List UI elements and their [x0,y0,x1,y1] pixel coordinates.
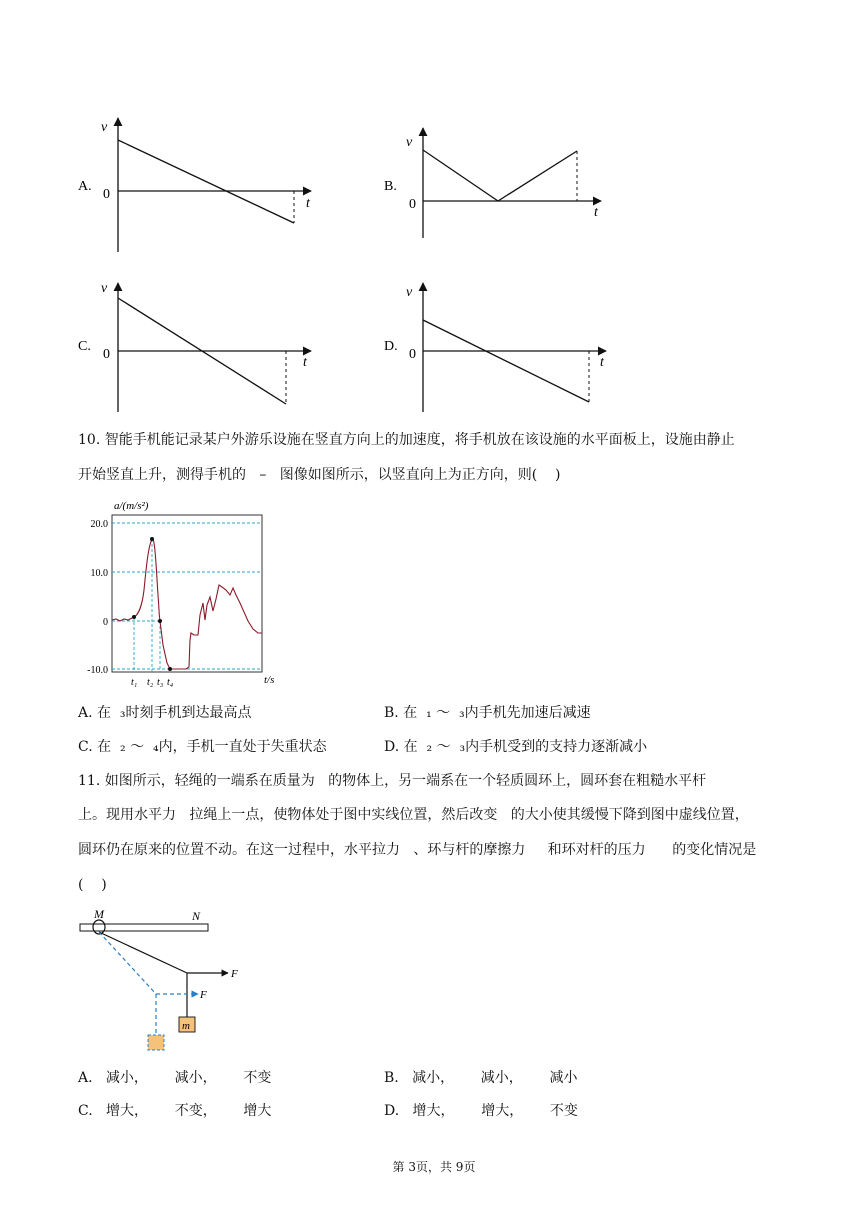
point-t3 [158,619,162,623]
chart-xlabel: t/s [264,674,275,686]
graph-c-origin: 0 [103,347,110,362]
horizontal-rod [80,924,208,931]
graph-a [118,118,311,252]
label-m: m [182,1020,190,1032]
graph-b [423,128,601,238]
graph-a-line [118,140,294,223]
q10-option-d[interactable]: D. 在 ₂ ～ ₃内手机受到的支持力逐渐减小 [384,739,648,755]
q11-stem-line3: 圆环仍在原来的位置不动。在这一过程中，水平拉力 、环与杆的摩擦力 和环对杆的压力 的变化情况是 [78,842,757,858]
q10-stem-line2: 开始竖直上升，测得手机的 – 图像如图所示，以竖直向上为正方向，则( ) [78,467,561,483]
page-footer: 第 3页，共 9页 [392,1160,476,1174]
q11-figure [70,900,260,1060]
tlabel-2: t₂ [147,677,154,688]
graph-a-v: v [101,120,108,135]
q11-option-a[interactable]: A. 减小， 减小， 不变 [78,1070,272,1086]
graph-d-t: t [600,355,604,370]
graph-d [423,283,606,412]
graph-a-option: A. [78,179,92,194]
graph-c [118,283,311,412]
q11-stem-line2: 上。现用水平力 拉绳上一点，使物体处于图中实线位置，然后改变 的大小使其缓慢下降到图中虚线位置， [78,807,749,823]
chart-ylabel: a/(m/s²) [114,500,149,512]
q10-option-a[interactable]: A. 在 ₃时刻手机到达最高点 [78,705,252,721]
graph-b-v: v [406,135,413,150]
point-t2 [150,537,154,541]
q9-graphs [0,0,868,420]
tlabel-3: t₃ [157,677,164,688]
block-dashed [148,1035,164,1050]
graph-d-origin: 0 [409,347,416,362]
label-F2: F [200,989,207,1001]
q10-option-c[interactable]: C. 在 ₂ ～ ₄内，手机一直处于失重状态 [78,739,327,755]
ytick-10: 10.0 [90,568,108,579]
graph-a-origin: 0 [103,187,110,202]
q11-option-d[interactable]: D. 增大， 增大， 不变 [384,1103,578,1119]
graph-c-t: t [303,355,307,370]
label-N: N [192,909,201,923]
ytick-0: 0 [103,617,108,628]
q10-stem-line1: 10. 智能手机能记录某户外游乐设施在竖直方向上的加速度，将手机放在该设施的水平面板上，设施由静止 [78,432,735,448]
graph-b-origin: 0 [409,197,416,212]
point-t4 [168,667,172,671]
tlabel-1: t₁ [131,677,138,688]
acceleration-curve [112,539,262,669]
q10-acceleration-chart [72,495,292,695]
ytick-20: 20.0 [90,519,108,530]
point-t1 [132,615,136,619]
graph-d-line [423,320,589,402]
q11-option-b[interactable]: B. 减小， 减小， 减小 [384,1070,578,1086]
q11-stem-line1: 11. 如图所示，轻绳的一端系在质量为 的物体上，另一端系在一个轻质圆环上，圆环套在粗糙水平杆 [78,773,707,789]
graph-d-v: v [406,285,413,300]
graph-a-t: t [306,196,310,211]
q10-option-b[interactable]: B. 在 ₁ ～ ₃内手机先加速后减速 [384,705,591,721]
q11-stem-line4: ( ) [78,877,107,893]
graph-b-option: B. [384,179,397,194]
graph-b-line [423,150,577,201]
tlabel-4: t₄ [167,677,174,688]
graph-b-t: t [594,205,598,220]
ytick-minus10: -10.0 [87,665,108,676]
label-F1: F [231,968,238,980]
graph-d-option: D. [384,339,398,354]
graph-c-option: C. [78,339,91,354]
q11-option-c[interactable]: C. 增大， 不变， 增大 [78,1103,272,1119]
graph-c-v: v [101,281,108,296]
label-M: M [94,907,104,921]
